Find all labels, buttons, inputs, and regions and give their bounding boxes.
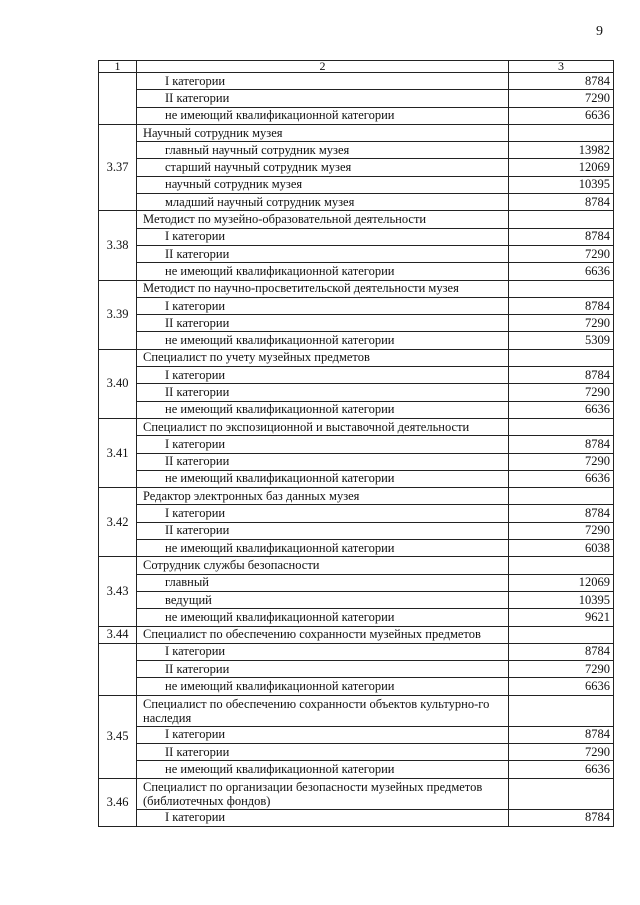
row-value: 8784 <box>509 643 614 660</box>
row-value <box>509 488 614 505</box>
row-name: II категории <box>137 743 509 760</box>
table-row <box>99 626 614 643</box>
row-value <box>509 626 614 643</box>
row-value: 10395 <box>509 591 614 608</box>
row-value: 6038 <box>509 540 614 557</box>
row-name: II категории <box>137 90 509 107</box>
row-value: 7290 <box>509 661 614 678</box>
row-code: 3.38 <box>99 211 137 280</box>
row-code: 3.45 <box>99 695 137 778</box>
row-name: не имеющий квалификационной категории <box>137 761 509 778</box>
row-code: 3.39 <box>99 280 137 349</box>
row-name: I категории <box>137 228 509 245</box>
page-number: 9 <box>596 24 603 39</box>
row-name: I категории <box>137 436 509 453</box>
row-name: II категории <box>137 453 509 470</box>
table-row <box>99 90 614 107</box>
table-row <box>99 678 614 695</box>
row-value <box>509 695 614 726</box>
table-row <box>99 124 614 141</box>
row-value <box>509 778 614 809</box>
table-row <box>99 349 614 366</box>
row-name: старший научный сотрудник музея <box>137 159 509 176</box>
row-name: I категории <box>137 73 509 90</box>
row-value: 7290 <box>509 522 614 539</box>
row-value: 8784 <box>509 194 614 211</box>
table-row <box>99 540 614 557</box>
row-code: 3.42 <box>99 488 137 557</box>
row-code: 3.41 <box>99 418 137 487</box>
row-code: 3.37 <box>99 124 137 210</box>
row-value: 7290 <box>509 743 614 760</box>
row-value <box>509 211 614 228</box>
table-row <box>99 522 614 539</box>
row-title: Методист по музейно-образовательной деятельности <box>137 211 509 228</box>
row-value: 8784 <box>509 297 614 314</box>
row-value: 9621 <box>509 609 614 626</box>
row-name: главный <box>137 574 509 591</box>
table-row <box>99 228 614 245</box>
table-row <box>99 245 614 262</box>
row-name: главный научный сотрудник музея <box>137 142 509 159</box>
row-code: 3.40 <box>99 349 137 418</box>
table-row <box>99 315 614 332</box>
row-title: Редактор электронных баз данных музея <box>137 488 509 505</box>
table-row <box>99 367 614 384</box>
row-value <box>509 280 614 297</box>
row-value: 7290 <box>509 453 614 470</box>
row-name: научный сотрудник музея <box>137 176 509 193</box>
row-title: Специалист по учету музейных предметов <box>137 349 509 366</box>
row-name: I категории <box>137 297 509 314</box>
table-row <box>99 609 614 626</box>
row-name: I категории <box>137 367 509 384</box>
column-header-name: 2 <box>137 61 509 73</box>
row-code <box>99 73 137 125</box>
row-value: 7290 <box>509 384 614 401</box>
table-row <box>99 297 614 314</box>
row-value: 6636 <box>509 107 614 124</box>
row-value: 6636 <box>509 401 614 418</box>
table-row <box>99 661 614 678</box>
table-row <box>99 557 614 574</box>
row-value: 8784 <box>509 809 614 826</box>
row-value: 10395 <box>509 176 614 193</box>
row-value: 8784 <box>509 436 614 453</box>
table-row <box>99 176 614 193</box>
row-name: не имеющий квалификационной категории <box>137 540 509 557</box>
row-title: Методист по научно-просветительской деятельности музея <box>137 280 509 297</box>
row-value: 7290 <box>509 245 614 262</box>
table-row <box>99 809 614 826</box>
row-value: 6636 <box>509 470 614 487</box>
row-value: 7290 <box>509 90 614 107</box>
row-value: 8784 <box>509 367 614 384</box>
row-value: 6636 <box>509 678 614 695</box>
row-title: Научный сотрудник музея <box>137 124 509 141</box>
row-title: Специалист по организации безопасности музейных предметов (библиотечных фондов) <box>137 778 509 809</box>
row-code <box>99 643 137 695</box>
salary-table <box>98 60 614 827</box>
row-title: Сотрудник службы безопасности <box>137 557 509 574</box>
table-row <box>99 505 614 522</box>
row-name: не имеющий квалификационной категории <box>137 107 509 124</box>
row-value: 6636 <box>509 263 614 280</box>
row-name: I категории <box>137 809 509 826</box>
table-row <box>99 761 614 778</box>
row-value <box>509 557 614 574</box>
row-name: не имеющий квалификационной категории <box>137 401 509 418</box>
table-row <box>99 643 614 660</box>
row-name: младший научный сотрудник музея <box>137 194 509 211</box>
table-row <box>99 591 614 608</box>
table-row <box>99 726 614 743</box>
table-row <box>99 107 614 124</box>
table-row <box>99 470 614 487</box>
row-code: 3.43 <box>99 557 137 626</box>
table-row <box>99 574 614 591</box>
row-name: I категории <box>137 643 509 660</box>
row-value <box>509 418 614 435</box>
table-row <box>99 73 614 90</box>
table-row <box>99 401 614 418</box>
table-row <box>99 418 614 435</box>
column-header-code: 1 <box>99 61 137 73</box>
row-name: II категории <box>137 661 509 678</box>
row-name: не имеющий квалификационной категории <box>137 609 509 626</box>
row-name: II категории <box>137 522 509 539</box>
table-row <box>99 453 614 470</box>
row-title: Специалист по обеспечению сохранности музейных предметов <box>137 626 509 643</box>
row-name: не имеющий квалификационной категории <box>137 332 509 349</box>
table-row <box>99 384 614 401</box>
table-row <box>99 778 614 809</box>
row-value <box>509 349 614 366</box>
row-value: 12069 <box>509 574 614 591</box>
row-value: 8784 <box>509 505 614 522</box>
table-row <box>99 695 614 726</box>
row-name: ведущий <box>137 591 509 608</box>
table-row <box>99 280 614 297</box>
table-row <box>99 159 614 176</box>
row-value: 8784 <box>509 73 614 90</box>
row-name: II категории <box>137 384 509 401</box>
row-code: 3.46 <box>99 778 137 826</box>
row-name: I категории <box>137 726 509 743</box>
table-row <box>99 488 614 505</box>
row-name: не имеющий квалификационной категории <box>137 678 509 695</box>
table-row <box>99 194 614 211</box>
row-name: II категории <box>137 315 509 332</box>
row-title: Специалист по обеспечению сохранности объектов культурно-го наследия <box>137 695 509 726</box>
table-row <box>99 436 614 453</box>
table-row <box>99 142 614 159</box>
row-name: не имеющий квалификационной категории <box>137 263 509 280</box>
row-value: 6636 <box>509 761 614 778</box>
column-header-value: 3 <box>509 61 614 73</box>
table-header-row <box>99 61 614 73</box>
row-value: 13982 <box>509 142 614 159</box>
row-name: II категории <box>137 245 509 262</box>
table-row <box>99 211 614 228</box>
row-name: не имеющий квалификационной категории <box>137 470 509 487</box>
row-value: 8784 <box>509 228 614 245</box>
row-value: 7290 <box>509 315 614 332</box>
row-code: 3.44 <box>99 626 137 643</box>
row-value: 5309 <box>509 332 614 349</box>
table-row <box>99 743 614 760</box>
row-value: 12069 <box>509 159 614 176</box>
table-row <box>99 332 614 349</box>
row-value <box>509 124 614 141</box>
table-row <box>99 263 614 280</box>
row-title: Специалист по экспозиционной и выставочной деятельности <box>137 418 509 435</box>
row-name: I категории <box>137 505 509 522</box>
row-value: 8784 <box>509 726 614 743</box>
